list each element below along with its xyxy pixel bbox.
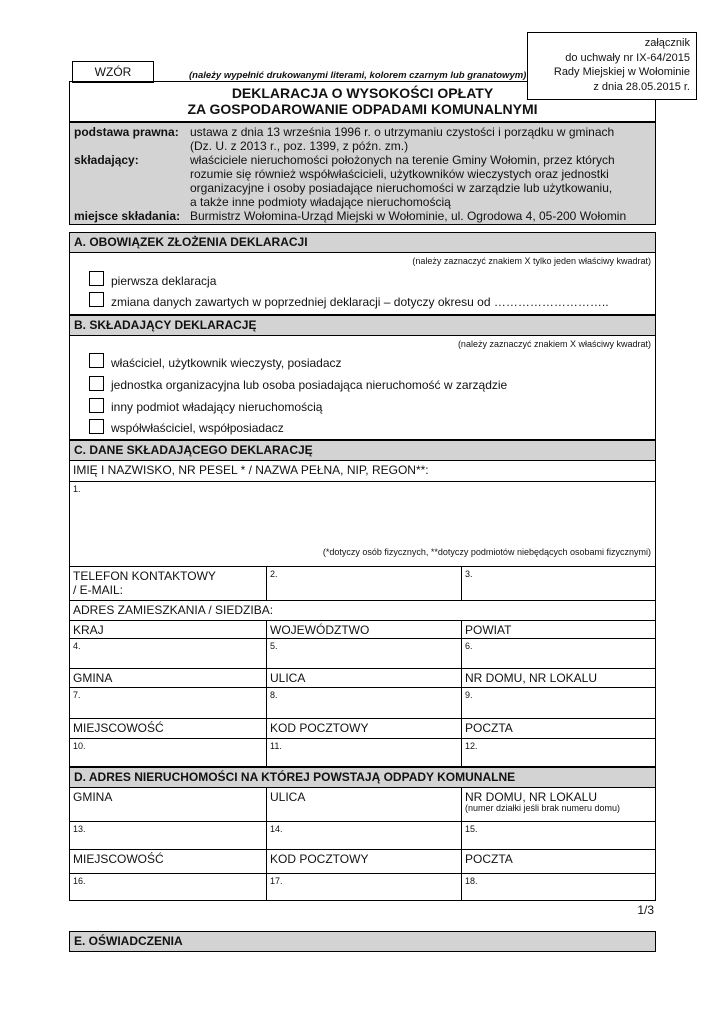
property-house-input[interactable]: 15. bbox=[461, 822, 655, 850]
submission-place-text: Burmistrz Wołomina-Urząd Miejski w Wołominie, ul. Ogrodowa 4, 05-200 Wołomin bbox=[190, 209, 627, 223]
option-label: właściciel, użytkownik wieczysty, posiadacz bbox=[111, 356, 342, 370]
post-office-input[interactable]: 12. bbox=[461, 739, 655, 767]
legal-basis-block bbox=[69, 122, 656, 225]
submitter-text: organizacyjne i osoby posiadające nieruchomości w zarządzie lub użytkowaniu, bbox=[190, 181, 613, 195]
fill-instruction: (należy wypełnić drukowanymi literami, kolorem czarnym lub granatowym) bbox=[189, 70, 527, 81]
property-inputs-row bbox=[70, 873, 655, 901]
section-b-header: B. SKŁADAJĄCY DEKLARACJĘ bbox=[69, 315, 656, 336]
house-number-label-text: NR DOMU, NR LOKALU bbox=[465, 790, 598, 804]
checkbox-data-change[interactable] bbox=[89, 292, 104, 307]
postcode-label: KOD POCZTOWY bbox=[266, 719, 461, 739]
voivodeship-input[interactable]: 5. bbox=[266, 639, 461, 669]
address-label-row bbox=[70, 600, 655, 621]
field-number: 1. bbox=[73, 484, 81, 494]
annex-line: Rady Miejskiej w Wołominie bbox=[553, 66, 690, 78]
section-e-header: E. OŚWIADCZENIA bbox=[69, 931, 656, 952]
voivodeship-label: WOJEWÓDZTWO bbox=[266, 621, 461, 639]
address-inputs-row bbox=[70, 738, 655, 767]
option-label: pierwsza deklaracja bbox=[111, 274, 217, 288]
city-input[interactable]: 10. bbox=[73, 741, 86, 751]
legal-basis-label: podstawa prawna: bbox=[74, 125, 179, 139]
property-city-input[interactable]: 16. bbox=[73, 876, 86, 886]
section-b-panel bbox=[69, 336, 656, 440]
title-line-1: DEKLARACJA O WYSOKOŚCI OPŁATY bbox=[231, 85, 494, 101]
submitter-text: a także inne podmioty władające nieruchomością bbox=[190, 195, 451, 209]
postcode-label: KOD POCZTOWY bbox=[266, 850, 461, 874]
name-input-row[interactable] bbox=[70, 481, 655, 567]
address-inputs-row bbox=[70, 687, 655, 719]
email-input[interactable]: 3. bbox=[461, 567, 655, 601]
checkbox-co-owner[interactable] bbox=[89, 419, 104, 434]
annex-line: do uchwały nr IX-64/2015 bbox=[565, 51, 690, 64]
option-label: jednostka organizacyjna lub osoba posiadająca nieruchomość w zarządzie bbox=[111, 378, 508, 392]
checkbox-other-entity[interactable] bbox=[89, 398, 104, 413]
house-number-input[interactable]: 9. bbox=[461, 688, 655, 719]
section-d-header: D. ADRES NIERUCHOMOŚCI NA KTÓREJ POWSTAJĄ ODPADY KOMUNALNE bbox=[69, 767, 656, 788]
section-c-grid bbox=[69, 461, 656, 767]
city-label: MIEJSCOWOŚĆ bbox=[73, 721, 164, 735]
street-label: ULICA bbox=[266, 788, 461, 821]
template-label: WZÓR bbox=[72, 61, 154, 83]
phone-row bbox=[70, 566, 655, 601]
county-label: POWIAT bbox=[461, 621, 655, 639]
option-label: współwłaściciel, współposiadacz bbox=[111, 421, 284, 435]
annex-line: z dnia 28.05.2015 r. bbox=[593, 80, 690, 93]
submitter-text: właściciele nieruchomości położonych na terenie Gminy Wołomin, przez których bbox=[190, 153, 615, 167]
checkbox-organizational-unit[interactable] bbox=[89, 376, 104, 391]
city-label: MIEJSCOWOŚĆ bbox=[73, 852, 164, 866]
address-labels-row bbox=[70, 668, 655, 688]
submitter-text: rozumie się również współwłaścicieli, użytkowników wieczystych oraz jednostki bbox=[190, 167, 609, 181]
postcode-input[interactable]: 11. bbox=[266, 739, 461, 767]
legal-basis-text: (Dz. U. z 2013 r., poz. 1399, z późn. zm.) bbox=[190, 139, 409, 153]
phone-label-line: / E-MAIL: bbox=[73, 583, 124, 597]
submission-place-label: miejsce składania: bbox=[74, 209, 181, 223]
property-street-input[interactable]: 14. bbox=[266, 822, 461, 850]
street-input[interactable]: 8. bbox=[266, 688, 461, 719]
commune-label: GMINA bbox=[73, 671, 113, 685]
address-labels-row bbox=[70, 718, 655, 739]
name-field-label: IMIĘ I NAZWISKO, NR PESEL * / NAZWA PEŁNA, NIP, REGON**: bbox=[73, 463, 429, 477]
post-office-label: POCZTA bbox=[461, 850, 655, 874]
annex-box bbox=[527, 32, 697, 100]
page-number: 1/3 bbox=[637, 903, 654, 917]
phone-label-line: TELEFON KONTAKTOWY bbox=[73, 569, 216, 583]
option-label: zmiana danych zawartych w poprzedniej deklaracji – dotyczy okresu od ……………………….. bbox=[111, 295, 609, 309]
street-label: ULICA bbox=[266, 669, 461, 688]
phone-label bbox=[70, 567, 266, 601]
commune-input[interactable]: 7. bbox=[73, 690, 81, 700]
section-b-note: (należy zaznaczyć znakiem X właściwy kwadrat) bbox=[457, 339, 651, 349]
address-label: ADRES ZAMIESZKANIA / SIEDZIBA: bbox=[73, 603, 274, 617]
section-d-grid bbox=[69, 788, 656, 901]
property-commune-input[interactable]: 13. bbox=[73, 824, 86, 834]
house-number-label: NR DOMU, NR LOKALU bbox=[461, 669, 655, 688]
property-post-office-input[interactable]: 18. bbox=[461, 874, 655, 901]
property-labels-row bbox=[70, 788, 655, 821]
property-inputs-row bbox=[70, 821, 655, 850]
country-label: KRAJ bbox=[73, 623, 104, 637]
address-inputs-row bbox=[70, 638, 655, 669]
name-label-row bbox=[70, 461, 655, 481]
footnote: (*dotyczy osób fizycznych, **dotyczy podmiotów niebędących osobami fizycznymi) bbox=[322, 547, 651, 557]
checkbox-first-declaration[interactable] bbox=[89, 271, 104, 286]
country-input[interactable]: 4. bbox=[73, 641, 81, 651]
house-number-note: (numer działki jeśli brak numeru domu) bbox=[465, 803, 621, 813]
property-postcode-input[interactable]: 17. bbox=[266, 874, 461, 901]
house-number-label bbox=[461, 788, 655, 821]
annex-line: załącznik bbox=[644, 37, 690, 49]
legal-basis-text: ustawa z dnia 13 września 1996 r. o utrzymaniu czystości i porządku w gminach bbox=[190, 125, 615, 139]
title-line-2: ZA GOSPODAROWANIE ODPADAMI KOMUNALNYMI bbox=[187, 101, 538, 117]
section-a-note: (należy zaznaczyć znakiem X tylko jeden właściwy kwadrat) bbox=[412, 256, 651, 266]
property-labels-row bbox=[70, 849, 655, 874]
section-c-header: C. DANE SKŁADAJĄCEGO DEKLARACJĘ bbox=[69, 440, 656, 461]
checkbox-owner[interactable] bbox=[89, 353, 104, 368]
option-label: inny podmiot władający nieruchomością bbox=[111, 400, 323, 414]
address-labels-row bbox=[70, 620, 655, 639]
phone-input[interactable]: 2. bbox=[266, 567, 461, 601]
county-input[interactable]: 6. bbox=[461, 639, 655, 669]
post-office-label: POCZTA bbox=[461, 719, 655, 739]
submitter-label: składający: bbox=[74, 153, 139, 167]
section-a-header: A. OBOWIĄZEK ZŁOŻENIA DEKLARACJI bbox=[69, 232, 656, 253]
commune-label: GMINA bbox=[73, 790, 113, 804]
section-a-panel bbox=[69, 253, 656, 315]
